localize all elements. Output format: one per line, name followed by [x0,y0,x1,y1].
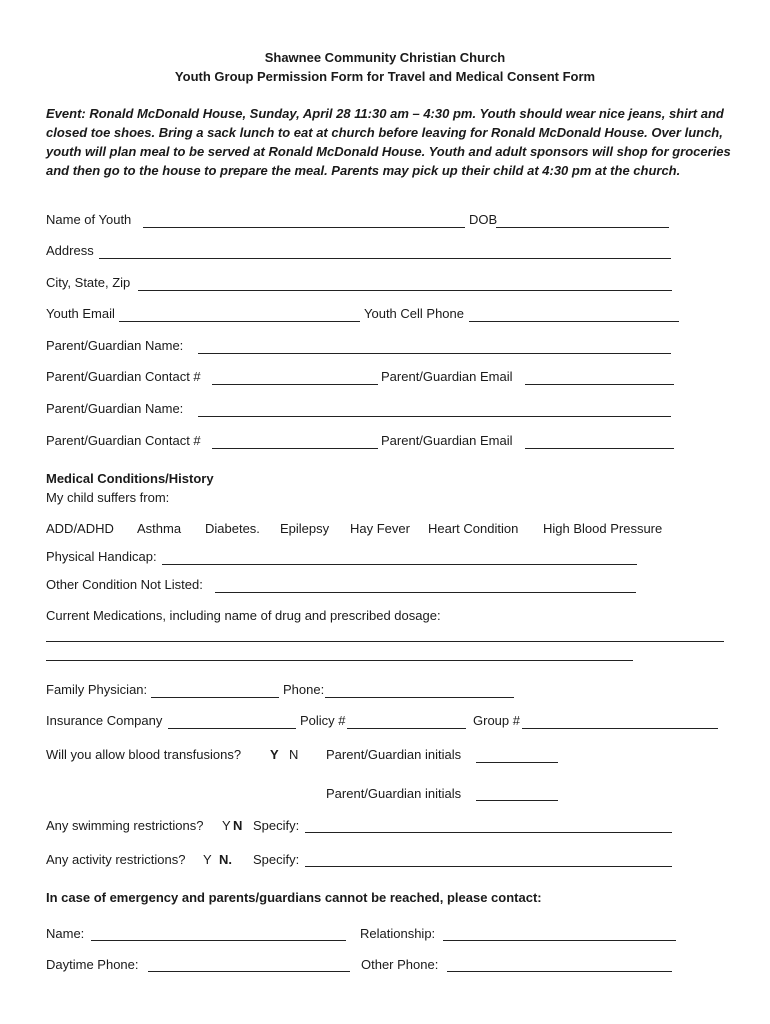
other-phone-label: Other Phone: [361,957,439,972]
medications-line-1[interactable] [46,641,724,642]
other-condition-label: Other Condition Not Listed: [46,577,203,592]
condition-hay-fever[interactable]: Hay Fever [350,521,410,536]
group-line[interactable] [522,728,718,729]
address-line[interactable] [99,258,671,259]
dob-line[interactable] [496,227,669,228]
name-of-youth-line[interactable] [143,227,465,228]
initials-line-2[interactable] [476,800,558,801]
daytime-phone-line[interactable] [148,971,350,972]
swimming-question: Any swimming restrictions? [46,818,204,833]
family-physician-line[interactable] [151,697,279,698]
guardian-contact-line-2[interactable] [212,448,378,449]
insurance-company-line[interactable] [168,728,296,729]
name-of-youth-label: Name of Youth [46,212,132,227]
policy-label: Policy # [300,713,346,728]
initials-label-2: Parent/Guardian initials [326,786,462,801]
youth-cell-label: Youth Cell Phone [364,306,464,321]
other-phone-line[interactable] [447,971,672,972]
medical-heading: Medical Conditions/History [46,471,214,486]
city-state-zip-label: City, State, Zip [46,275,131,290]
church-name: Shawnee Community Christian Church [264,50,506,65]
initials-label-1: Parent/Guardian initials [326,747,462,762]
physical-handicap-label: Physical Handicap: [46,549,157,564]
activity-specify-label: Specify: [253,852,300,867]
guardian-name-label-2: Parent/Guardian Name: [46,401,184,416]
guardian-name-line-2[interactable] [198,416,671,417]
activity-question: Any activity restrictions? [46,852,186,867]
relationship-line[interactable] [443,940,676,941]
guardian-contact-line[interactable] [212,384,378,385]
guardian-name-line[interactable] [198,353,671,354]
phone-label: Phone: [283,682,325,697]
daytime-phone-label: Daytime Phone: [46,957,139,972]
activity-yes[interactable]: Y [203,852,212,867]
condition-epilepsy[interactable]: Epilepsy [280,521,330,536]
swimming-specify-line[interactable] [305,832,672,833]
blood-transfusion-question: Will you allow blood transfusions? [46,747,242,762]
guardian-email-line-2[interactable] [525,448,674,449]
family-physician-label: Family Physician: [46,682,148,697]
activity-specify-line[interactable] [305,866,672,867]
condition-asthma[interactable]: Asthma [137,521,182,536]
youth-cell-line[interactable] [469,321,679,322]
relationship-label: Relationship: [360,926,436,941]
physician-phone-line[interactable] [325,697,514,698]
emergency-name-label: Name: [46,926,85,941]
guardian-email-label: Parent/Guardian Email [381,369,513,384]
youth-email-line[interactable] [119,321,360,322]
guardian-email-line[interactable] [525,384,674,385]
event-description: Event: Ronald McDonald House, Sunday, April 28 11:30 am – 4:30 pm. Youth should wear nice jeans, shirt and closed toe shoes. Bring a sack lunch to eat at church before leaving for Ronald McDonald House. Over lunch, youth will plan meal to be served at Ronald McDonald House. Youth and adult sponsors will shop for groceries and then go to the house to prepare the meal. Parents may pick up their child at 4:30 pm at the church. [46,106,731,178]
swimming-specify-label: Specify: [253,818,300,833]
youth-email-label: Youth Email [46,306,115,321]
medications-line-2[interactable] [46,660,633,661]
swimming-no[interactable]: N [233,818,243,833]
guardian-name-label: Parent/Guardian Name: [46,338,184,353]
condition-add-adhd[interactable]: ADD/ADHD [46,521,114,536]
address-label: Address [46,243,94,258]
policy-line[interactable] [347,728,466,729]
dob-label: DOB [469,212,498,227]
group-label: Group # [473,713,520,728]
insurance-company-label: Insurance Company [46,713,163,728]
blood-yes[interactable]: Y [270,747,279,762]
activity-no[interactable]: N. [219,852,232,867]
form-title: Youth Group Permission Form for Travel and Medical Consent Form [174,69,596,84]
current-medications-label: Current Medications, including name of drug and prescribed dosage: [46,608,441,623]
guardian-contact-label-2: Parent/Guardian Contact # [46,433,201,448]
condition-blood-pressure[interactable]: High Blood Pressure [543,521,663,536]
initials-line-1[interactable] [476,762,558,763]
blood-no[interactable]: N [289,747,299,762]
swimming-yes[interactable]: Y [222,818,231,833]
suffers-from-label: My child suffers from: [46,490,170,505]
emergency-heading: In case of emergency and parents/guardians cannot be reached, please contact: [46,890,542,905]
guardian-email-label-2: Parent/Guardian Email [381,433,513,448]
city-state-zip-line[interactable] [138,290,672,291]
physical-handicap-line[interactable] [162,564,637,565]
condition-diabetes[interactable]: Diabetes. [205,521,260,536]
guardian-contact-label: Parent/Guardian Contact # [46,369,201,384]
other-condition-line[interactable] [215,592,636,593]
emergency-name-line[interactable] [91,940,346,941]
condition-heart[interactable]: Heart Condition [428,521,519,536]
